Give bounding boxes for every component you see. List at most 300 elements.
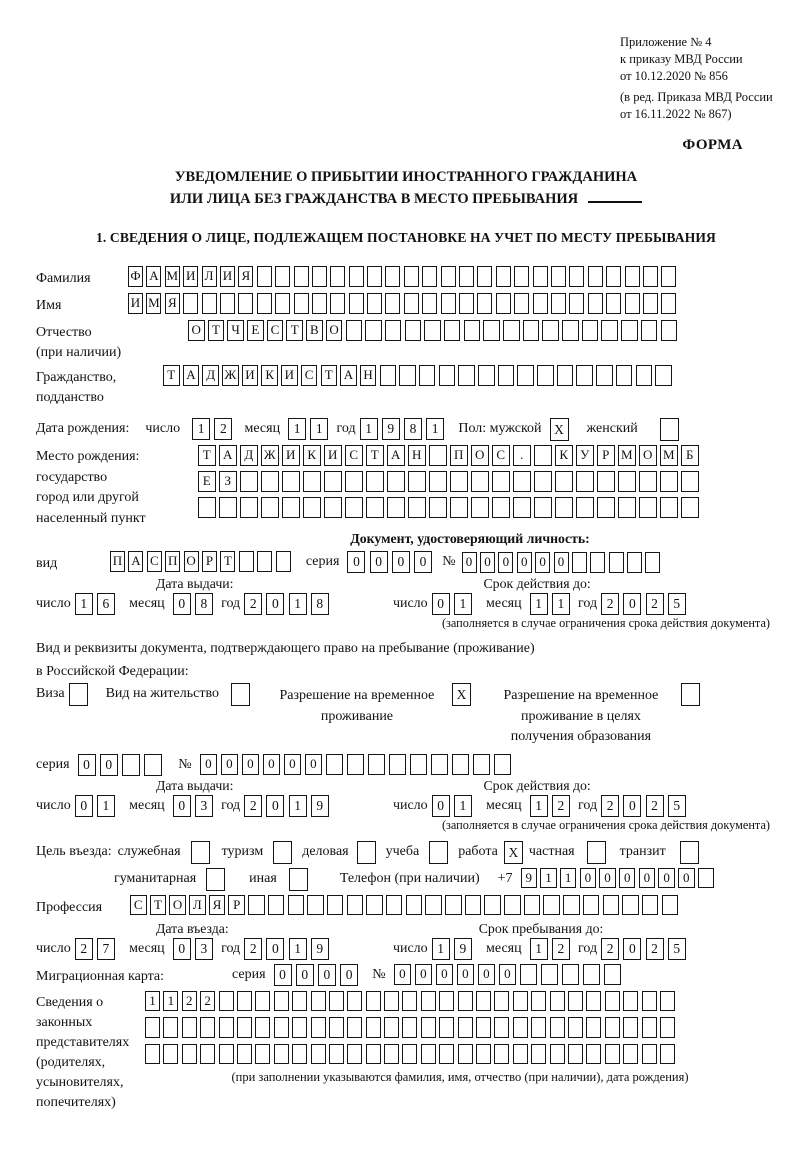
char-cell[interactable]: [346, 320, 363, 341]
char-cell[interactable]: [616, 365, 633, 386]
char-cell[interactable]: [590, 552, 605, 573]
char-cell[interactable]: [329, 1017, 344, 1038]
char-cell[interactable]: 7: [97, 938, 115, 960]
checkbox-transit[interactable]: [680, 841, 699, 864]
char-cell[interactable]: Л: [202, 266, 217, 287]
char-cell[interactable]: А: [387, 445, 405, 466]
char-cell[interactable]: 1: [432, 938, 450, 960]
char-cell[interactable]: 0: [580, 868, 597, 889]
char-cell[interactable]: [625, 293, 640, 314]
char-cell[interactable]: [268, 895, 285, 916]
char-cell[interactable]: [439, 1044, 454, 1065]
char-cell[interactable]: М: [146, 293, 161, 314]
char-cell[interactable]: [625, 266, 640, 287]
char-cell[interactable]: [366, 895, 383, 916]
char-cell[interactable]: [307, 895, 324, 916]
char-cell[interactable]: [639, 497, 657, 518]
char-cell[interactable]: 2: [601, 938, 619, 960]
char-cell[interactable]: [531, 1017, 546, 1038]
char-cell[interactable]: 0: [480, 552, 495, 573]
char-cell[interactable]: 0: [75, 795, 93, 817]
char-cell[interactable]: 0: [498, 552, 513, 573]
char-cell[interactable]: Т: [366, 445, 384, 466]
char-cell[interactable]: [419, 365, 436, 386]
char-cell[interactable]: 1: [454, 795, 472, 817]
char-cell[interactable]: 0: [284, 754, 302, 775]
char-cell[interactable]: [492, 471, 510, 492]
char-cell[interactable]: 2: [244, 593, 262, 615]
char-cell[interactable]: 1: [310, 418, 328, 440]
char-cell[interactable]: 1: [288, 418, 306, 440]
char-cell[interactable]: [410, 754, 428, 775]
checkbox-male[interactable]: X: [550, 418, 569, 441]
char-cell[interactable]: 0: [678, 868, 695, 889]
char-cell[interactable]: [681, 497, 699, 518]
char-cell[interactable]: 0: [462, 552, 477, 573]
char-cell[interactable]: [324, 497, 342, 518]
char-cell[interactable]: 5: [668, 938, 686, 960]
char-cell[interactable]: [662, 895, 679, 916]
char-cell[interactable]: 0: [436, 964, 454, 985]
char-cell[interactable]: [514, 293, 529, 314]
char-cell[interactable]: [238, 293, 253, 314]
char-cell[interactable]: [477, 293, 492, 314]
char-cell[interactable]: [439, 1017, 454, 1038]
checkbox-humanitarian[interactable]: [206, 868, 225, 891]
char-cell[interactable]: [476, 991, 491, 1012]
checkbox-private[interactable]: [587, 841, 606, 864]
char-cell[interactable]: 0: [658, 868, 675, 889]
char-cell[interactable]: [661, 320, 678, 341]
char-cell[interactable]: 1: [560, 868, 577, 889]
char-cell[interactable]: [660, 1044, 675, 1065]
char-cell[interactable]: [294, 293, 309, 314]
char-cell[interactable]: [450, 497, 468, 518]
char-cell[interactable]: [240, 497, 258, 518]
char-cell[interactable]: [198, 497, 216, 518]
char-cell[interactable]: 0: [173, 795, 191, 817]
char-cell[interactable]: 1: [75, 593, 93, 615]
char-cell[interactable]: 0: [305, 754, 323, 775]
char-cell[interactable]: [569, 266, 584, 287]
char-cell[interactable]: А: [183, 365, 200, 386]
char-cell[interactable]: [183, 293, 198, 314]
char-cell[interactable]: 0: [274, 964, 292, 986]
char-cell[interactable]: [257, 266, 272, 287]
char-cell[interactable]: [550, 1044, 565, 1065]
char-cell[interactable]: 3: [195, 795, 213, 817]
char-cell[interactable]: [408, 471, 426, 492]
char-cell[interactable]: 1: [530, 938, 548, 960]
char-cell[interactable]: [237, 991, 252, 1012]
char-cell[interactable]: И: [183, 266, 198, 287]
char-cell[interactable]: 0: [599, 868, 616, 889]
char-cell[interactable]: С: [345, 445, 363, 466]
char-cell[interactable]: 9: [454, 938, 472, 960]
char-cell[interactable]: [274, 1017, 289, 1038]
char-cell[interactable]: 1: [530, 795, 548, 817]
char-cell[interactable]: Ф: [128, 266, 143, 287]
char-cell[interactable]: [583, 964, 601, 985]
char-cell[interactable]: 1: [192, 418, 210, 440]
char-cell[interactable]: Д: [240, 445, 258, 466]
char-cell[interactable]: [421, 1044, 436, 1065]
char-cell[interactable]: А: [219, 445, 237, 466]
char-cell[interactable]: [660, 471, 678, 492]
char-cell[interactable]: 2: [601, 795, 619, 817]
char-cell[interactable]: [498, 365, 515, 386]
char-cell[interactable]: 0: [414, 551, 432, 573]
char-cell[interactable]: [404, 293, 419, 314]
char-cell[interactable]: Т: [208, 320, 225, 341]
char-cell[interactable]: [655, 365, 672, 386]
char-cell[interactable]: [261, 471, 279, 492]
char-cell[interactable]: 8: [404, 418, 422, 440]
char-cell[interactable]: [329, 991, 344, 1012]
char-cell[interactable]: [588, 293, 603, 314]
char-cell[interactable]: 8: [311, 593, 329, 615]
char-cell[interactable]: Н: [360, 365, 377, 386]
char-cell[interactable]: [220, 293, 235, 314]
char-cell[interactable]: [389, 754, 407, 775]
char-cell[interactable]: [642, 1017, 657, 1038]
char-cell[interactable]: [551, 266, 566, 287]
char-cell[interactable]: С: [267, 320, 284, 341]
char-cell[interactable]: [623, 1017, 638, 1038]
char-cell[interactable]: [503, 320, 520, 341]
char-cell[interactable]: [163, 1017, 178, 1038]
char-cell[interactable]: 9: [311, 795, 329, 817]
char-cell[interactable]: 2: [200, 991, 215, 1012]
char-cell[interactable]: [240, 471, 258, 492]
char-cell[interactable]: 1: [454, 593, 472, 615]
char-cell[interactable]: [255, 991, 270, 1012]
char-cell[interactable]: [347, 754, 365, 775]
char-cell[interactable]: 0: [266, 593, 284, 615]
char-cell[interactable]: [494, 991, 509, 1012]
char-cell[interactable]: [445, 895, 462, 916]
char-cell[interactable]: [542, 320, 559, 341]
char-cell[interactable]: [494, 754, 512, 775]
char-cell[interactable]: [496, 266, 511, 287]
char-cell[interactable]: [219, 497, 237, 518]
char-cell[interactable]: [237, 1017, 252, 1038]
char-cell[interactable]: [492, 497, 510, 518]
char-cell[interactable]: 9: [311, 938, 329, 960]
checkbox-visa[interactable]: [69, 683, 88, 706]
char-cell[interactable]: 2: [601, 593, 619, 615]
char-cell[interactable]: 2: [214, 418, 232, 440]
char-cell[interactable]: 1: [145, 991, 160, 1012]
char-cell[interactable]: Л: [189, 895, 206, 916]
char-cell[interactable]: [282, 471, 300, 492]
char-cell[interactable]: [122, 754, 140, 776]
char-cell[interactable]: [471, 497, 489, 518]
char-cell[interactable]: 0: [266, 938, 284, 960]
char-cell[interactable]: [618, 497, 636, 518]
char-cell[interactable]: [550, 991, 565, 1012]
char-cell[interactable]: [458, 1044, 473, 1065]
char-cell[interactable]: 0: [432, 795, 450, 817]
char-cell[interactable]: [476, 1017, 491, 1038]
char-cell[interactable]: 0: [100, 754, 118, 776]
char-cell[interactable]: [562, 320, 579, 341]
char-cell[interactable]: 0: [623, 593, 641, 615]
char-cell[interactable]: [661, 293, 676, 314]
char-cell[interactable]: 2: [75, 938, 93, 960]
char-cell[interactable]: 9: [521, 868, 538, 889]
char-cell[interactable]: [275, 293, 290, 314]
char-cell[interactable]: [563, 895, 580, 916]
checkbox-other[interactable]: [289, 868, 308, 891]
char-cell[interactable]: [569, 293, 584, 314]
char-cell[interactable]: 1: [552, 593, 570, 615]
char-cell[interactable]: [555, 471, 573, 492]
char-cell[interactable]: 0: [173, 593, 191, 615]
char-cell[interactable]: [606, 266, 621, 287]
char-cell[interactable]: [562, 964, 580, 985]
char-cell[interactable]: [367, 293, 382, 314]
char-cell[interactable]: 0: [415, 964, 433, 985]
char-cell[interactable]: Е: [198, 471, 216, 492]
char-cell[interactable]: [425, 895, 442, 916]
char-cell[interactable]: [586, 991, 601, 1012]
char-cell[interactable]: 1: [289, 593, 307, 615]
char-cell[interactable]: [458, 365, 475, 386]
char-cell[interactable]: [327, 895, 344, 916]
char-cell[interactable]: Д: [202, 365, 219, 386]
char-cell[interactable]: 2: [646, 593, 664, 615]
char-cell[interactable]: [477, 266, 492, 287]
char-cell[interactable]: [288, 895, 305, 916]
char-cell[interactable]: [513, 497, 531, 518]
char-cell[interactable]: [576, 471, 594, 492]
char-cell[interactable]: [513, 991, 528, 1012]
char-cell[interactable]: М: [618, 445, 636, 466]
char-cell[interactable]: [347, 895, 364, 916]
char-cell[interactable]: Ч: [227, 320, 244, 341]
char-cell[interactable]: [537, 365, 554, 386]
char-cell[interactable]: [345, 497, 363, 518]
char-cell[interactable]: [163, 1044, 178, 1065]
char-cell[interactable]: [366, 471, 384, 492]
char-cell[interactable]: [408, 497, 426, 518]
char-cell[interactable]: [330, 266, 345, 287]
char-cell[interactable]: [421, 991, 436, 1012]
char-cell[interactable]: И: [324, 445, 342, 466]
char-cell[interactable]: [586, 1017, 601, 1038]
char-cell[interactable]: [524, 895, 541, 916]
char-cell[interactable]: [441, 266, 456, 287]
char-cell[interactable]: [576, 365, 593, 386]
char-cell[interactable]: У: [576, 445, 594, 466]
char-cell[interactable]: 0: [347, 551, 365, 573]
char-cell[interactable]: 0: [554, 552, 569, 573]
char-cell[interactable]: [365, 320, 382, 341]
char-cell[interactable]: 0: [266, 795, 284, 817]
char-cell[interactable]: [642, 895, 659, 916]
char-cell[interactable]: [533, 266, 548, 287]
char-cell[interactable]: [605, 991, 620, 1012]
checkbox-temp-permit-edu[interactable]: [681, 683, 700, 706]
char-cell[interactable]: [621, 320, 638, 341]
char-cell[interactable]: [219, 991, 234, 1012]
char-cell[interactable]: Б: [681, 445, 699, 466]
char-cell[interactable]: [292, 1017, 307, 1038]
char-cell[interactable]: [326, 754, 344, 775]
char-cell[interactable]: [292, 1044, 307, 1065]
char-cell[interactable]: В: [306, 320, 323, 341]
char-cell[interactable]: [597, 471, 615, 492]
char-cell[interactable]: И: [282, 445, 300, 466]
char-cell[interactable]: [458, 1017, 473, 1038]
char-cell[interactable]: [513, 471, 531, 492]
char-cell[interactable]: [551, 293, 566, 314]
char-cell[interactable]: 0: [296, 964, 314, 986]
char-cell[interactable]: [452, 754, 470, 775]
char-cell[interactable]: [520, 964, 538, 985]
char-cell[interactable]: [429, 445, 447, 466]
char-cell[interactable]: [380, 365, 397, 386]
char-cell[interactable]: [257, 293, 272, 314]
char-cell[interactable]: [618, 471, 636, 492]
char-cell[interactable]: Р: [228, 895, 245, 916]
char-cell[interactable]: .: [513, 445, 531, 466]
char-cell[interactable]: [478, 365, 495, 386]
char-cell[interactable]: [660, 991, 675, 1012]
char-cell[interactable]: [219, 1044, 234, 1065]
char-cell[interactable]: Я: [209, 895, 226, 916]
char-cell[interactable]: [622, 895, 639, 916]
char-cell[interactable]: П: [165, 551, 180, 572]
char-cell[interactable]: И: [220, 266, 235, 287]
char-cell[interactable]: 2: [244, 795, 262, 817]
char-cell[interactable]: 6: [97, 593, 115, 615]
char-cell[interactable]: [219, 1017, 234, 1038]
char-cell[interactable]: С: [492, 445, 510, 466]
char-cell[interactable]: С: [147, 551, 162, 572]
char-cell[interactable]: [603, 895, 620, 916]
char-cell[interactable]: [294, 266, 309, 287]
char-cell[interactable]: [513, 1017, 528, 1038]
char-cell[interactable]: [464, 320, 481, 341]
char-cell[interactable]: [534, 497, 552, 518]
char-cell[interactable]: А: [340, 365, 357, 386]
char-cell[interactable]: А: [146, 266, 161, 287]
char-cell[interactable]: [601, 320, 618, 341]
char-cell[interactable]: [282, 497, 300, 518]
char-cell[interactable]: О: [169, 895, 186, 916]
char-cell[interactable]: [639, 471, 657, 492]
char-cell[interactable]: 0: [619, 868, 636, 889]
char-cell[interactable]: 1: [360, 418, 378, 440]
char-cell[interactable]: [366, 991, 381, 1012]
char-cell[interactable]: 1: [530, 593, 548, 615]
char-cell[interactable]: [623, 1044, 638, 1065]
char-cell[interactable]: [311, 991, 326, 1012]
char-cell[interactable]: [604, 964, 622, 985]
char-cell[interactable]: [645, 552, 660, 573]
char-cell[interactable]: [386, 895, 403, 916]
char-cell[interactable]: [367, 266, 382, 287]
char-cell[interactable]: 3: [195, 938, 213, 960]
char-cell[interactable]: [627, 552, 642, 573]
char-cell[interactable]: М: [165, 266, 180, 287]
char-cell[interactable]: 1: [289, 938, 307, 960]
checkbox-work[interactable]: X: [504, 841, 523, 864]
char-cell[interactable]: К: [555, 445, 573, 466]
char-cell[interactable]: 2: [646, 938, 664, 960]
char-cell[interactable]: [405, 320, 422, 341]
char-cell[interactable]: [441, 293, 456, 314]
char-cell[interactable]: [385, 293, 400, 314]
char-cell[interactable]: [523, 320, 540, 341]
char-cell[interactable]: Ж: [222, 365, 239, 386]
checkbox-female[interactable]: [660, 418, 679, 441]
char-cell[interactable]: [642, 991, 657, 1012]
char-cell[interactable]: Я: [238, 266, 253, 287]
char-cell[interactable]: 0: [639, 868, 656, 889]
char-cell[interactable]: [583, 895, 600, 916]
char-cell[interactable]: [661, 266, 676, 287]
char-cell[interactable]: 0: [432, 593, 450, 615]
char-cell[interactable]: Т: [321, 365, 338, 386]
char-cell[interactable]: [534, 445, 552, 466]
char-cell[interactable]: [366, 1044, 381, 1065]
char-cell[interactable]: [450, 471, 468, 492]
char-cell[interactable]: Ж: [261, 445, 279, 466]
char-cell[interactable]: [182, 1017, 197, 1038]
char-cell[interactable]: [402, 991, 417, 1012]
char-cell[interactable]: 0: [623, 938, 641, 960]
char-cell[interactable]: Я: [165, 293, 180, 314]
char-cell[interactable]: [597, 497, 615, 518]
char-cell[interactable]: [517, 365, 534, 386]
char-cell[interactable]: 2: [552, 795, 570, 817]
char-cell[interactable]: 2: [182, 991, 197, 1012]
char-cell[interactable]: [366, 497, 384, 518]
char-cell[interactable]: 0: [200, 754, 218, 775]
char-cell[interactable]: 1: [540, 868, 557, 889]
char-cell[interactable]: 5: [668, 795, 686, 817]
char-cell[interactable]: 1: [289, 795, 307, 817]
char-cell[interactable]: [605, 1044, 620, 1065]
char-cell[interactable]: [572, 552, 587, 573]
char-cell[interactable]: 0: [623, 795, 641, 817]
char-cell[interactable]: 0: [173, 938, 191, 960]
char-cell[interactable]: О: [184, 551, 199, 572]
char-cell[interactable]: П: [450, 445, 468, 466]
char-cell[interactable]: [276, 551, 291, 572]
char-cell[interactable]: [459, 293, 474, 314]
char-cell[interactable]: [255, 1044, 270, 1065]
char-cell[interactable]: [330, 293, 345, 314]
char-cell[interactable]: 0: [457, 964, 475, 985]
char-cell[interactable]: [303, 471, 321, 492]
char-cell[interactable]: [557, 365, 574, 386]
char-cell[interactable]: [368, 754, 386, 775]
char-cell[interactable]: [144, 754, 162, 776]
char-cell[interactable]: Е: [247, 320, 264, 341]
char-cell[interactable]: [239, 551, 254, 572]
char-cell[interactable]: [504, 895, 521, 916]
char-cell[interactable]: [237, 1044, 252, 1065]
char-cell[interactable]: 8: [195, 593, 213, 615]
char-cell[interactable]: [439, 365, 456, 386]
char-cell[interactable]: [404, 266, 419, 287]
char-cell[interactable]: 0: [221, 754, 239, 775]
char-cell[interactable]: [494, 1017, 509, 1038]
